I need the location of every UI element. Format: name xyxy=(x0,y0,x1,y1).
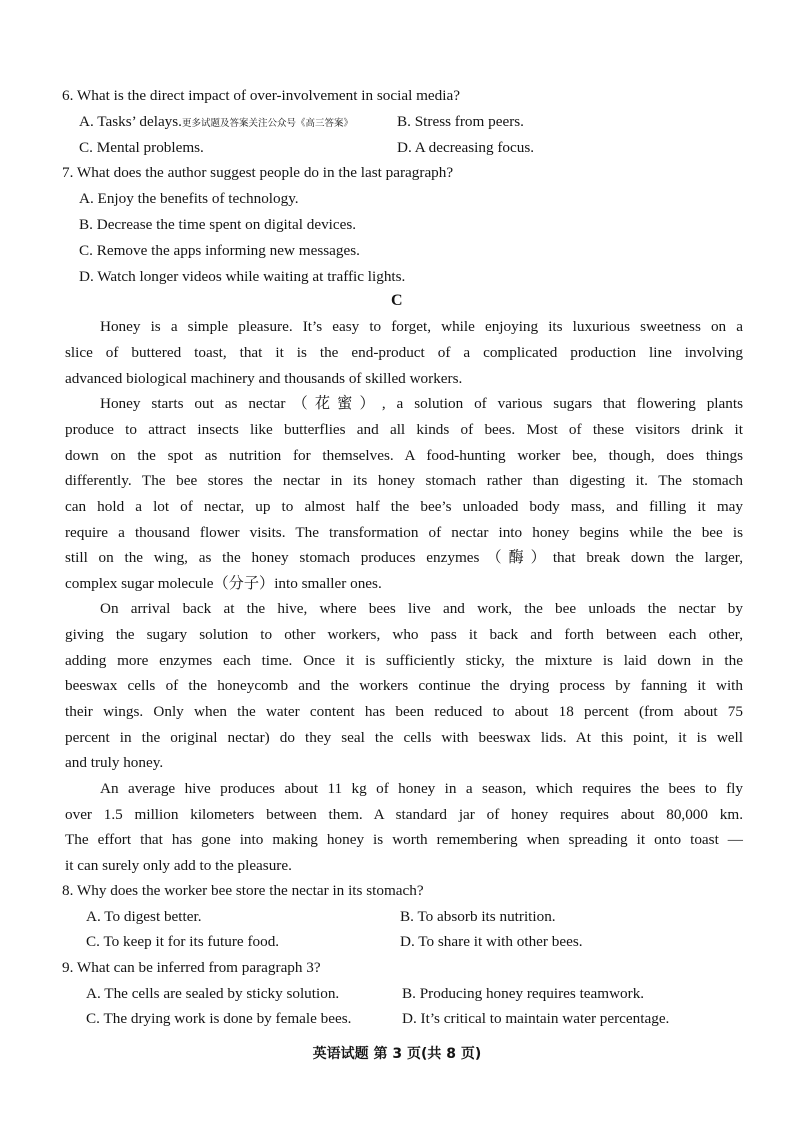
question-9-option-c: C. The drying work is done by female bees. xyxy=(86,1010,352,1027)
passage-p1-line-2: slice of buttered toast, that it is the end-product of a complicated production line involving xyxy=(65,344,743,361)
question-7-option-d: D. Watch longer videos while waiting at traffic lights. xyxy=(79,268,406,285)
passage-p3-line-3: adding more enzymes each time. Once it is sufficiently sticky, the mixture is laid down in the xyxy=(65,652,743,669)
section-heading-c: C xyxy=(391,292,403,309)
passage-p2-line-8: complex sugar molecule（分子）into smaller ones. xyxy=(65,575,382,592)
passage-p3-line-4: beeswax cells of the honeycomb and the workers continue the drying process by fanning it with xyxy=(65,677,743,694)
passage-p3-line-5: their wings. Only when the water content has been reduced to about 18 percent (from about 75 xyxy=(65,703,743,720)
passage-p2-line-6: require a thousand flower visits. The transformation of nectar into honey begins while the bee is xyxy=(65,524,743,541)
passage-p3-line-1: On arrival back at the hive, where bees live and work, the bee unloads the nectar by xyxy=(100,600,743,617)
question-8-option-c: C. To keep it for its future food. xyxy=(86,933,280,950)
question-9-option-d: D. It’s critical to maintain water percentage. xyxy=(402,1010,670,1027)
question-8-option-a: A. To digest better. xyxy=(86,908,202,925)
question-8-stem: 8. Why does the worker bee store the nectar in its stomach? xyxy=(62,882,424,899)
question-9-option-a: A. The cells are sealed by sticky solution. xyxy=(86,985,340,1002)
passage-p4-line-4: it can surely only add to the pleasure. xyxy=(65,857,292,874)
passage-p1-line-3: advanced biological machinery and thousands of skilled workers. xyxy=(65,370,463,387)
passage-p2-line-5: can hold a lot of nectar, up to almost half the bee’s unloaded body mass, and filling it may xyxy=(65,498,743,515)
question-6-option-b: B. Stress from peers. xyxy=(397,113,524,130)
passage-p4-line-3: The effort that has gone into making honey is worth remembering when spreading it onto toast — xyxy=(65,831,743,848)
passage-p2-line-1: Honey starts out as nectar（花蜜）, a solution of various sugars that flowering plants xyxy=(100,395,743,412)
passage-p4-line-2: over 1.5 million kilometers between them. A standard jar of honey requires about 80,000 km. xyxy=(65,806,743,823)
question-9-stem: 9. What can be inferred from paragraph 3? xyxy=(62,959,321,976)
passage-p3-line-6: percent in the original nectar) do they seal the cells with beeswax lids. At this point, it is well xyxy=(65,729,743,746)
q6-option-a-text: A. Tasks’ delays. xyxy=(79,113,182,130)
passage-p3-line-2: giving the sugary solution to other workers, who pass it back and forth between each other, xyxy=(65,626,743,643)
passage-p1-line-1: Honey is a simple pleasure. It’s easy to forget, while enjoying its luxurious sweetness on a xyxy=(100,318,743,335)
page-footer: 英语试题 第 3 页(共 8 页) xyxy=(312,1046,482,1062)
watermark-ad-text: 更多试题及答案关注公众号《高三答案》 xyxy=(181,118,353,129)
question-7-option-c: C. Remove the apps informing new messages. xyxy=(79,242,360,259)
passage-p2-line-4: differently. The bee stores the nectar in its honey stomach rather than digesting it. The stomach xyxy=(65,472,743,489)
question-8-option-d: D. To share it with other bees. xyxy=(400,933,583,950)
passage-p4-line-1: An average hive produces about 11 kg of honey in a season, which requires the bees to fly xyxy=(100,780,743,797)
question-6-option-a xyxy=(79,112,353,134)
passage-p2-line-3: down on the spot as nutrition for themselves. A food-hunting worker bee, though, does things xyxy=(65,447,743,464)
passage-p3-line-7: and truly honey. xyxy=(65,754,164,771)
question-7-stem: 7. What does the author suggest people do in the last paragraph? xyxy=(62,164,454,181)
question-6-option-d: D. A decreasing focus. xyxy=(397,139,535,156)
question-6-option-c: C. Mental problems. xyxy=(79,139,204,156)
question-7-option-a: A. Enjoy the benefits of technology. xyxy=(79,190,299,207)
question-6-stem: 6. What is the direct impact of over-involvement in social media? xyxy=(62,87,460,104)
question-9-option-b: B. Producing honey requires teamwork. xyxy=(402,985,645,1002)
passage-p2-line-7: still on the wing, as the honey stomach produces enzymes（酶）that break down the larger, xyxy=(65,549,743,566)
question-7-option-b: B. Decrease the time spent on digital devices. xyxy=(79,216,357,233)
passage-p2-line-2: produce to attract insects like butterflies and all kinds of bees. Most of these visitors drink it xyxy=(65,421,743,438)
question-8-option-b: B. To absorb its nutrition. xyxy=(400,908,556,925)
